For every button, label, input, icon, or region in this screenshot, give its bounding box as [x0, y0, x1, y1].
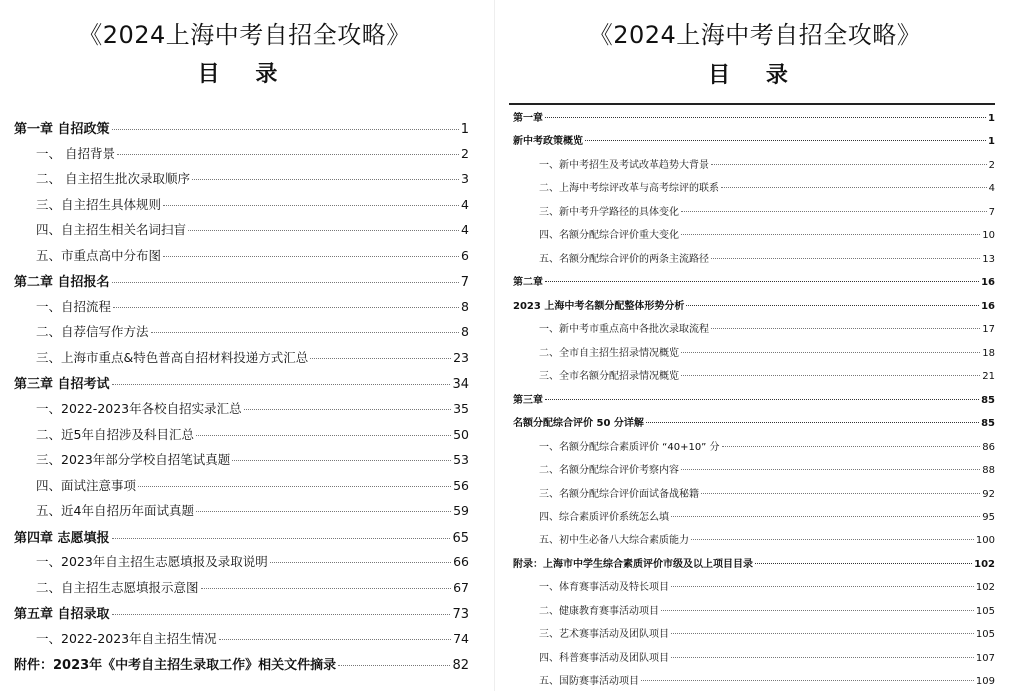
toc-entry-title: 2023 上海中考名额分配整体形势分析	[513, 300, 685, 312]
toc-entry-title: 一、自招流程	[36, 298, 112, 314]
dot-leader	[646, 422, 979, 423]
toc-entry-title: 一、2022-2023年各校自招实录汇总	[36, 401, 242, 417]
toc-entry-title: 第三章 自招考试	[14, 377, 110, 393]
toc-entry-title: 三、名额分配综合评价面试备战秘籍	[539, 488, 699, 500]
toc-page-number: 1	[988, 136, 995, 148]
toc-chapter-row	[0, 373, 489, 399]
toc-page-number: 86	[982, 441, 995, 453]
toc-list	[501, 109, 1009, 691]
toc-page-number: 88	[982, 465, 995, 477]
dot-leader	[711, 328, 980, 329]
dot-leader	[188, 230, 459, 231]
toc-page-number: 2	[988, 159, 995, 171]
toc-page-number: 67	[453, 579, 469, 595]
toc-page-number: 2	[461, 145, 469, 161]
toc-chapter-row	[0, 271, 489, 297]
toc-page-number: 3	[461, 171, 469, 187]
toc-page-number: 73	[452, 607, 469, 623]
dot-leader	[192, 179, 459, 180]
toc-entry-title: 名额分配综合评价 50 分详解	[513, 418, 644, 430]
dot-leader	[671, 516, 980, 517]
toc-page-number: 66	[453, 554, 469, 570]
dot-leader	[196, 511, 451, 512]
toc-item-row	[0, 501, 489, 527]
dot-leader	[722, 446, 981, 447]
toc-entry-title: 第三章	[513, 394, 543, 406]
toc-item-row	[501, 461, 1009, 484]
toc-chapter-row	[501, 391, 1009, 414]
dot-leader	[641, 680, 974, 681]
toc-entry-title: 第四章 志愿填报	[14, 530, 110, 546]
toc-entry-title: 三、自主招生具体规则	[36, 196, 162, 212]
dot-leader	[691, 539, 974, 540]
toc-heading: 目 录	[708, 63, 802, 88]
toc-page-number: 34	[452, 377, 469, 393]
toc-entry-title: 二、近5年自招涉及科目汇总	[36, 426, 194, 442]
toc-list	[0, 118, 489, 680]
toc-entry-title: 二、上海中考综评改革与高考综评的联系	[539, 183, 719, 195]
toc-entry-title: 一、新中考招生及考试改革趋势大背景	[539, 159, 709, 171]
toc-page-number: 4	[461, 222, 469, 238]
toc-item-row	[0, 552, 489, 578]
toc-item-row	[501, 602, 1009, 625]
toc-entry-title: 二、名额分配综合评价考察内容	[539, 465, 679, 477]
dot-leader	[681, 469, 980, 470]
toc-item-row	[0, 629, 489, 655]
toc-page-number: 4	[988, 183, 995, 195]
dot-leader	[671, 657, 974, 658]
toc-chapter-row	[501, 555, 1009, 578]
document-title: 《2024上海中考自招全攻略》	[78, 21, 411, 49]
dot-leader	[112, 129, 459, 130]
toc-page-number: 100	[975, 535, 995, 547]
toc-entry-title: 五、初中生必备八大综合素质能力	[539, 535, 689, 547]
dot-leader	[681, 375, 980, 376]
toc-entry-title: 附件：2023年《中考自主招生录取工作》相关文件摘录	[14, 658, 337, 674]
toc-entry-title: 第一章 自招政策	[14, 122, 110, 137]
toc-page-number: 4	[461, 196, 469, 212]
toc-entry-title: 四、面试注意事项	[36, 477, 137, 493]
toc-item-row	[0, 476, 489, 502]
toc-page-number: 8	[461, 324, 469, 340]
toc-item-row	[501, 485, 1009, 508]
toc-page-number: 50	[453, 426, 469, 442]
toc-page-number: 17	[982, 324, 995, 336]
toc-entry-title: 四、名额分配综合评价重大变化	[539, 230, 679, 242]
dot-leader	[721, 187, 987, 188]
dot-leader	[681, 234, 980, 235]
dot-leader	[711, 164, 987, 165]
dot-leader	[310, 358, 451, 359]
toc-page-number: 7	[460, 275, 469, 291]
toc-page-number: 102	[974, 558, 995, 570]
dot-leader	[545, 399, 979, 400]
dot-leader	[219, 639, 451, 640]
toc-page-number: 59	[453, 503, 469, 519]
toc-entry-title: 三、2023年部分学校自招笔试真题	[36, 452, 231, 468]
dot-leader	[112, 282, 459, 283]
toc-page-number: 1	[988, 113, 995, 124]
toc-item-row	[0, 195, 489, 221]
toc-entry-title: 三、新中考升学路径的具体变化	[539, 206, 679, 218]
toc-item-row	[0, 246, 489, 272]
dot-leader	[151, 332, 460, 333]
toc-entry-title: 第二章	[513, 277, 543, 289]
toc-entry-title: 三、艺术赛事活动及团队项目	[539, 629, 669, 641]
toc-item-row	[501, 672, 1009, 691]
toc-item-row	[501, 531, 1009, 554]
toc-chapter-row	[0, 654, 489, 680]
toc-page-number: 105	[975, 605, 995, 617]
dot-leader	[661, 610, 974, 611]
dot-leader	[117, 154, 459, 155]
toc-chapter-row	[0, 118, 489, 144]
toc-item-row	[501, 367, 1009, 390]
toc-item-row	[501, 344, 1009, 367]
toc-item-row	[501, 250, 1009, 273]
toc-page-number: 85	[981, 418, 995, 430]
toc-entry-title: 四、综合素质评价系统怎么填	[539, 511, 669, 523]
dot-leader	[681, 352, 980, 353]
dot-leader	[201, 588, 452, 589]
dot-leader	[163, 205, 459, 206]
toc-chapter-row	[501, 297, 1009, 320]
toc-entry-title: 五、市重点高中分布图	[36, 247, 162, 263]
toc-page-number: 74	[453, 630, 469, 646]
toc-item-row	[501, 508, 1009, 531]
page-divider	[494, 0, 495, 691]
toc-item-row	[501, 203, 1009, 226]
toc-entry-title: 三、全市名额分配招录情况概览	[539, 371, 679, 383]
toc-item-row	[0, 322, 489, 348]
toc-item-row	[501, 156, 1009, 179]
toc-page-number: 92	[982, 488, 995, 500]
toc-chapter-row	[0, 603, 489, 629]
toc-item-row	[0, 144, 489, 170]
toc-item-row	[501, 438, 1009, 461]
dot-leader	[112, 614, 451, 615]
toc-item-row	[501, 625, 1009, 648]
dot-leader	[112, 384, 451, 385]
toc-item-row	[501, 179, 1009, 202]
toc-entry-title: 附录：上海市中学生综合素质评价市级及以上项目目录	[513, 558, 753, 570]
dot-leader	[112, 538, 451, 539]
toc-page-number: 56	[453, 477, 469, 493]
toc-entry-title: 一、新中考市重点高中各批次录取流程	[539, 324, 709, 336]
toc-heading: 目 录	[197, 62, 292, 87]
header-rule	[509, 103, 995, 105]
toc-entry-title: 第一章	[513, 113, 543, 124]
toc-item-row	[0, 450, 489, 476]
toc-entry-title: 五、名额分配综合评价的两条主流路径	[539, 253, 709, 265]
dot-leader	[701, 493, 980, 494]
toc-item-row	[0, 425, 489, 451]
toc-entry-title: 新中考政策概览	[513, 136, 583, 148]
toc-page-number: 6	[461, 247, 469, 263]
right-toc-page	[501, 0, 1009, 691]
toc-page-number: 21	[982, 371, 995, 383]
dot-leader	[270, 562, 451, 563]
dot-leader	[232, 460, 451, 461]
dot-leader	[671, 586, 974, 587]
toc-page-number: 1	[460, 122, 469, 137]
toc-page-number: 35	[453, 401, 469, 417]
document-title: 《2024上海中考自招全攻略》	[588, 21, 922, 49]
toc-page-number: 8	[461, 298, 469, 314]
toc-chapter-row	[501, 414, 1009, 437]
toc-item-row	[501, 649, 1009, 672]
toc-entry-title: 二、全市自主招生招录情况概览	[539, 347, 679, 359]
dot-leader	[113, 307, 459, 308]
toc-item-row	[501, 578, 1009, 601]
toc-item-row	[0, 399, 489, 425]
dot-leader	[686, 305, 979, 306]
toc-page-number: 109	[975, 676, 995, 688]
toc-entry-title: 一、2022-2023年自主招生情况	[36, 630, 217, 646]
toc-item-row	[501, 320, 1009, 343]
toc-item-row	[0, 297, 489, 323]
dot-leader	[196, 435, 451, 436]
dot-leader	[138, 486, 451, 487]
toc-entry-title: 第五章 自招录取	[14, 607, 110, 623]
toc-item-row	[0, 348, 489, 374]
dot-leader	[585, 140, 986, 141]
toc-entry-title: 一、体育赛事活动及特长项目	[539, 582, 669, 594]
toc-entry-title: 第二章 自招报名	[14, 275, 110, 291]
toc-item-row	[0, 578, 489, 604]
toc-chapter-row	[501, 273, 1009, 296]
toc-page-number: 16	[981, 300, 995, 312]
toc-page-number: 102	[975, 582, 995, 594]
dot-leader	[244, 409, 451, 410]
dot-leader	[338, 665, 450, 666]
toc-page-number: 18	[982, 347, 995, 359]
dot-leader	[711, 258, 980, 259]
toc-page-number: 53	[453, 452, 469, 468]
toc-page-number: 13	[982, 253, 995, 265]
toc-item-row	[501, 226, 1009, 249]
dot-leader	[681, 211, 987, 212]
toc-chapter-row	[501, 109, 1009, 132]
toc-item-row	[0, 220, 489, 246]
toc-page-number: 95	[982, 511, 995, 523]
toc-entry-title: 二、自荐信写作方法	[36, 324, 149, 340]
toc-entry-title: 二、 自主招生批次录取顺序	[36, 171, 190, 187]
toc-chapter-row	[501, 132, 1009, 155]
toc-entry-title: 五、近4年自招历年面试真题	[36, 503, 194, 519]
toc-entry-title: 四、自主招生相关名词扫盲	[36, 222, 187, 238]
dot-leader	[163, 256, 459, 257]
toc-entry-title: 四、科普赛事活动及团队项目	[539, 652, 669, 664]
toc-page-number: 82	[452, 658, 469, 674]
toc-entry-title: 一、 自招背景	[36, 145, 115, 161]
toc-page-number: 7	[988, 206, 995, 218]
toc-entry-title: 二、健康教育赛事活动项目	[539, 605, 659, 617]
toc-chapter-row	[0, 527, 489, 553]
toc-page-number: 85	[981, 394, 995, 406]
dot-leader	[671, 633, 974, 634]
toc-entry-title: 三、上海市重点&特色普高自招材料投递方式汇总	[36, 349, 309, 365]
toc-entry-title: 一、2023年自主招生志愿填报及录取说明	[36, 554, 268, 570]
left-toc-page	[0, 0, 489, 691]
toc-entry-title: 二、自主招生志愿填报示意图	[36, 579, 199, 595]
dot-leader	[545, 117, 986, 118]
toc-page-number: 65	[452, 530, 469, 546]
toc-page-number: 23	[453, 349, 469, 365]
toc-page-number: 105	[975, 629, 995, 641]
toc-entry-title: 一、名额分配综合素质评价 “40+10” 分	[539, 441, 720, 453]
dot-leader	[755, 563, 972, 564]
toc-entry-title: 五、国防赛事活动项目	[539, 676, 639, 688]
toc-page-number: 107	[975, 652, 995, 664]
dot-leader	[545, 281, 979, 282]
toc-page-number: 16	[981, 277, 995, 289]
toc-item-row	[0, 169, 489, 195]
toc-page-number: 10	[982, 230, 995, 242]
